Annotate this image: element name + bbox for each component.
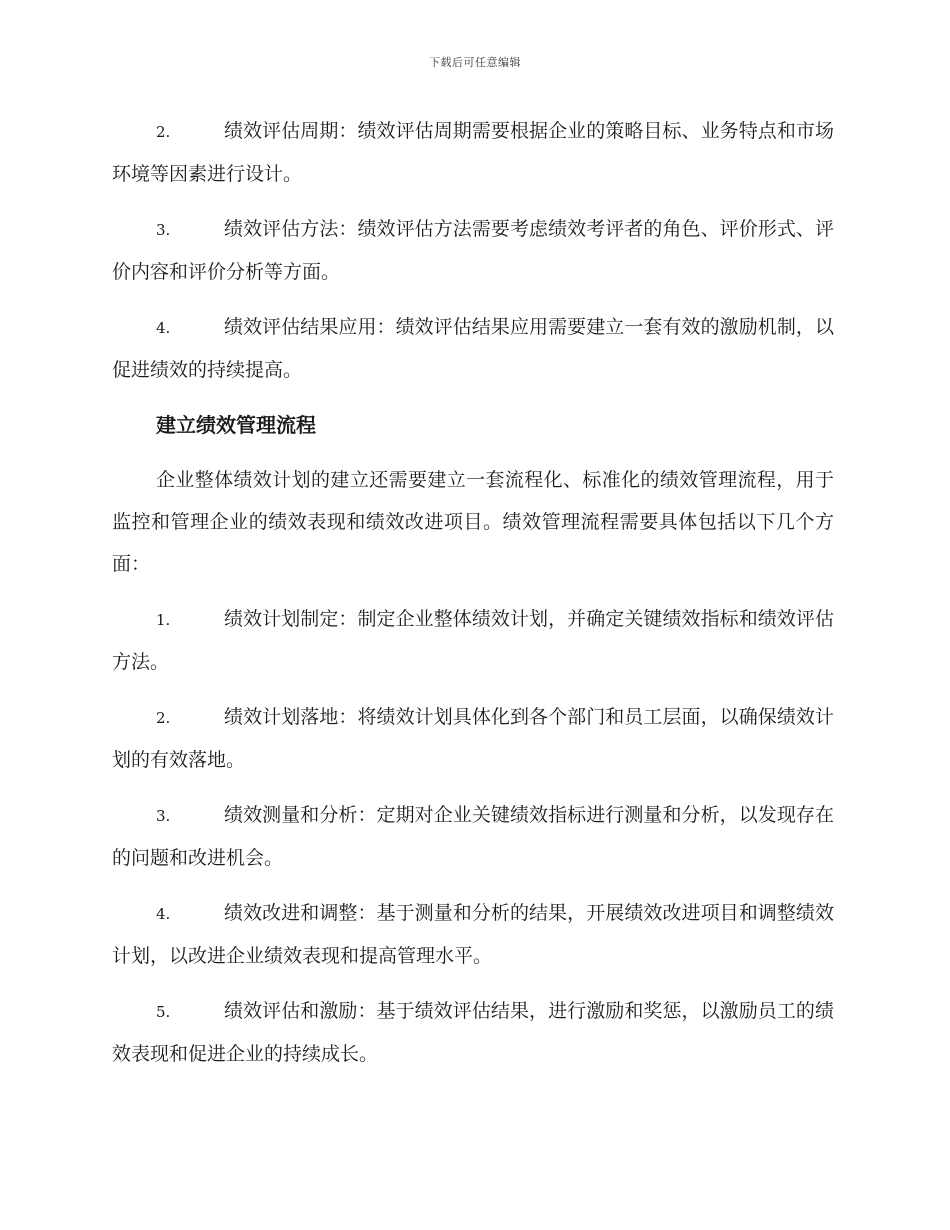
list-item-number: 4. xyxy=(156,319,171,337)
list-item-number: 3. xyxy=(156,221,171,239)
list-item-text: 绩效计划落地：将绩效计划具体化到各个部门和员工层面，以确保绩效计划的有效落地。 xyxy=(112,706,834,771)
list-item-text: 绩效评估方法：绩效评估方法需要考虑绩效考评者的角色、评价形式、评价内容和评价分析等方面。 xyxy=(112,218,834,283)
document-body xyxy=(112,110,834,1088)
list-item-number: 2. xyxy=(156,709,171,727)
list-item xyxy=(112,208,834,293)
list-item xyxy=(112,110,834,195)
list-item xyxy=(112,306,834,391)
list-item-text: 绩效改进和调整：基于测量和分析的结果，开展绩效改进项目和调整绩效计划，以改进企业绩效表现和提高管理水平。 xyxy=(112,902,834,967)
list-item-number: 3. xyxy=(156,807,171,825)
section-heading: 建立绩效管理流程 xyxy=(156,413,316,437)
list-item-number: 5. xyxy=(156,1003,171,1021)
list-item-text: 绩效评估和激励：基于绩效评估结果，进行激励和奖惩，以激励员工的绩效表现和促进企业的持续成长。 xyxy=(112,1000,834,1065)
list-item-text: 绩效评估结果应用：绩效评估结果应用需要建立一套有效的激励机制，以促进绩效的持续提高。 xyxy=(112,316,834,381)
list-item xyxy=(112,990,834,1075)
list-item xyxy=(112,696,834,781)
list-item-number: 4. xyxy=(156,905,171,923)
list-item xyxy=(112,892,834,977)
list-item-text: 绩效评估周期：绩效评估周期需要根据企业的策略目标、业务特点和市场环境等因素进行设计。 xyxy=(112,120,834,185)
list-item-number: 1. xyxy=(156,611,171,629)
section-intro-paragraph: 企业整体绩效计划的建立还需要建立一套流程化、标准化的绩效管理流程，用于监控和管理企业的绩效表现和绩效改进项目。绩效管理流程需要具体包括以下几个方面： xyxy=(112,469,834,575)
list-item-text: 绩效计划制定：制定企业整体绩效计划，并确定关键绩效指标和绩效评估方法。 xyxy=(112,608,834,673)
list-item-number: 2. xyxy=(156,123,171,141)
page-header: 下载后可任意编辑 xyxy=(429,56,521,69)
list-item-text: 绩效测量和分析：定期对企业关键绩效指标进行测量和分析，以发现存在的问题和改进机会。 xyxy=(112,804,834,869)
list-item xyxy=(112,794,834,879)
list-item xyxy=(112,598,834,683)
